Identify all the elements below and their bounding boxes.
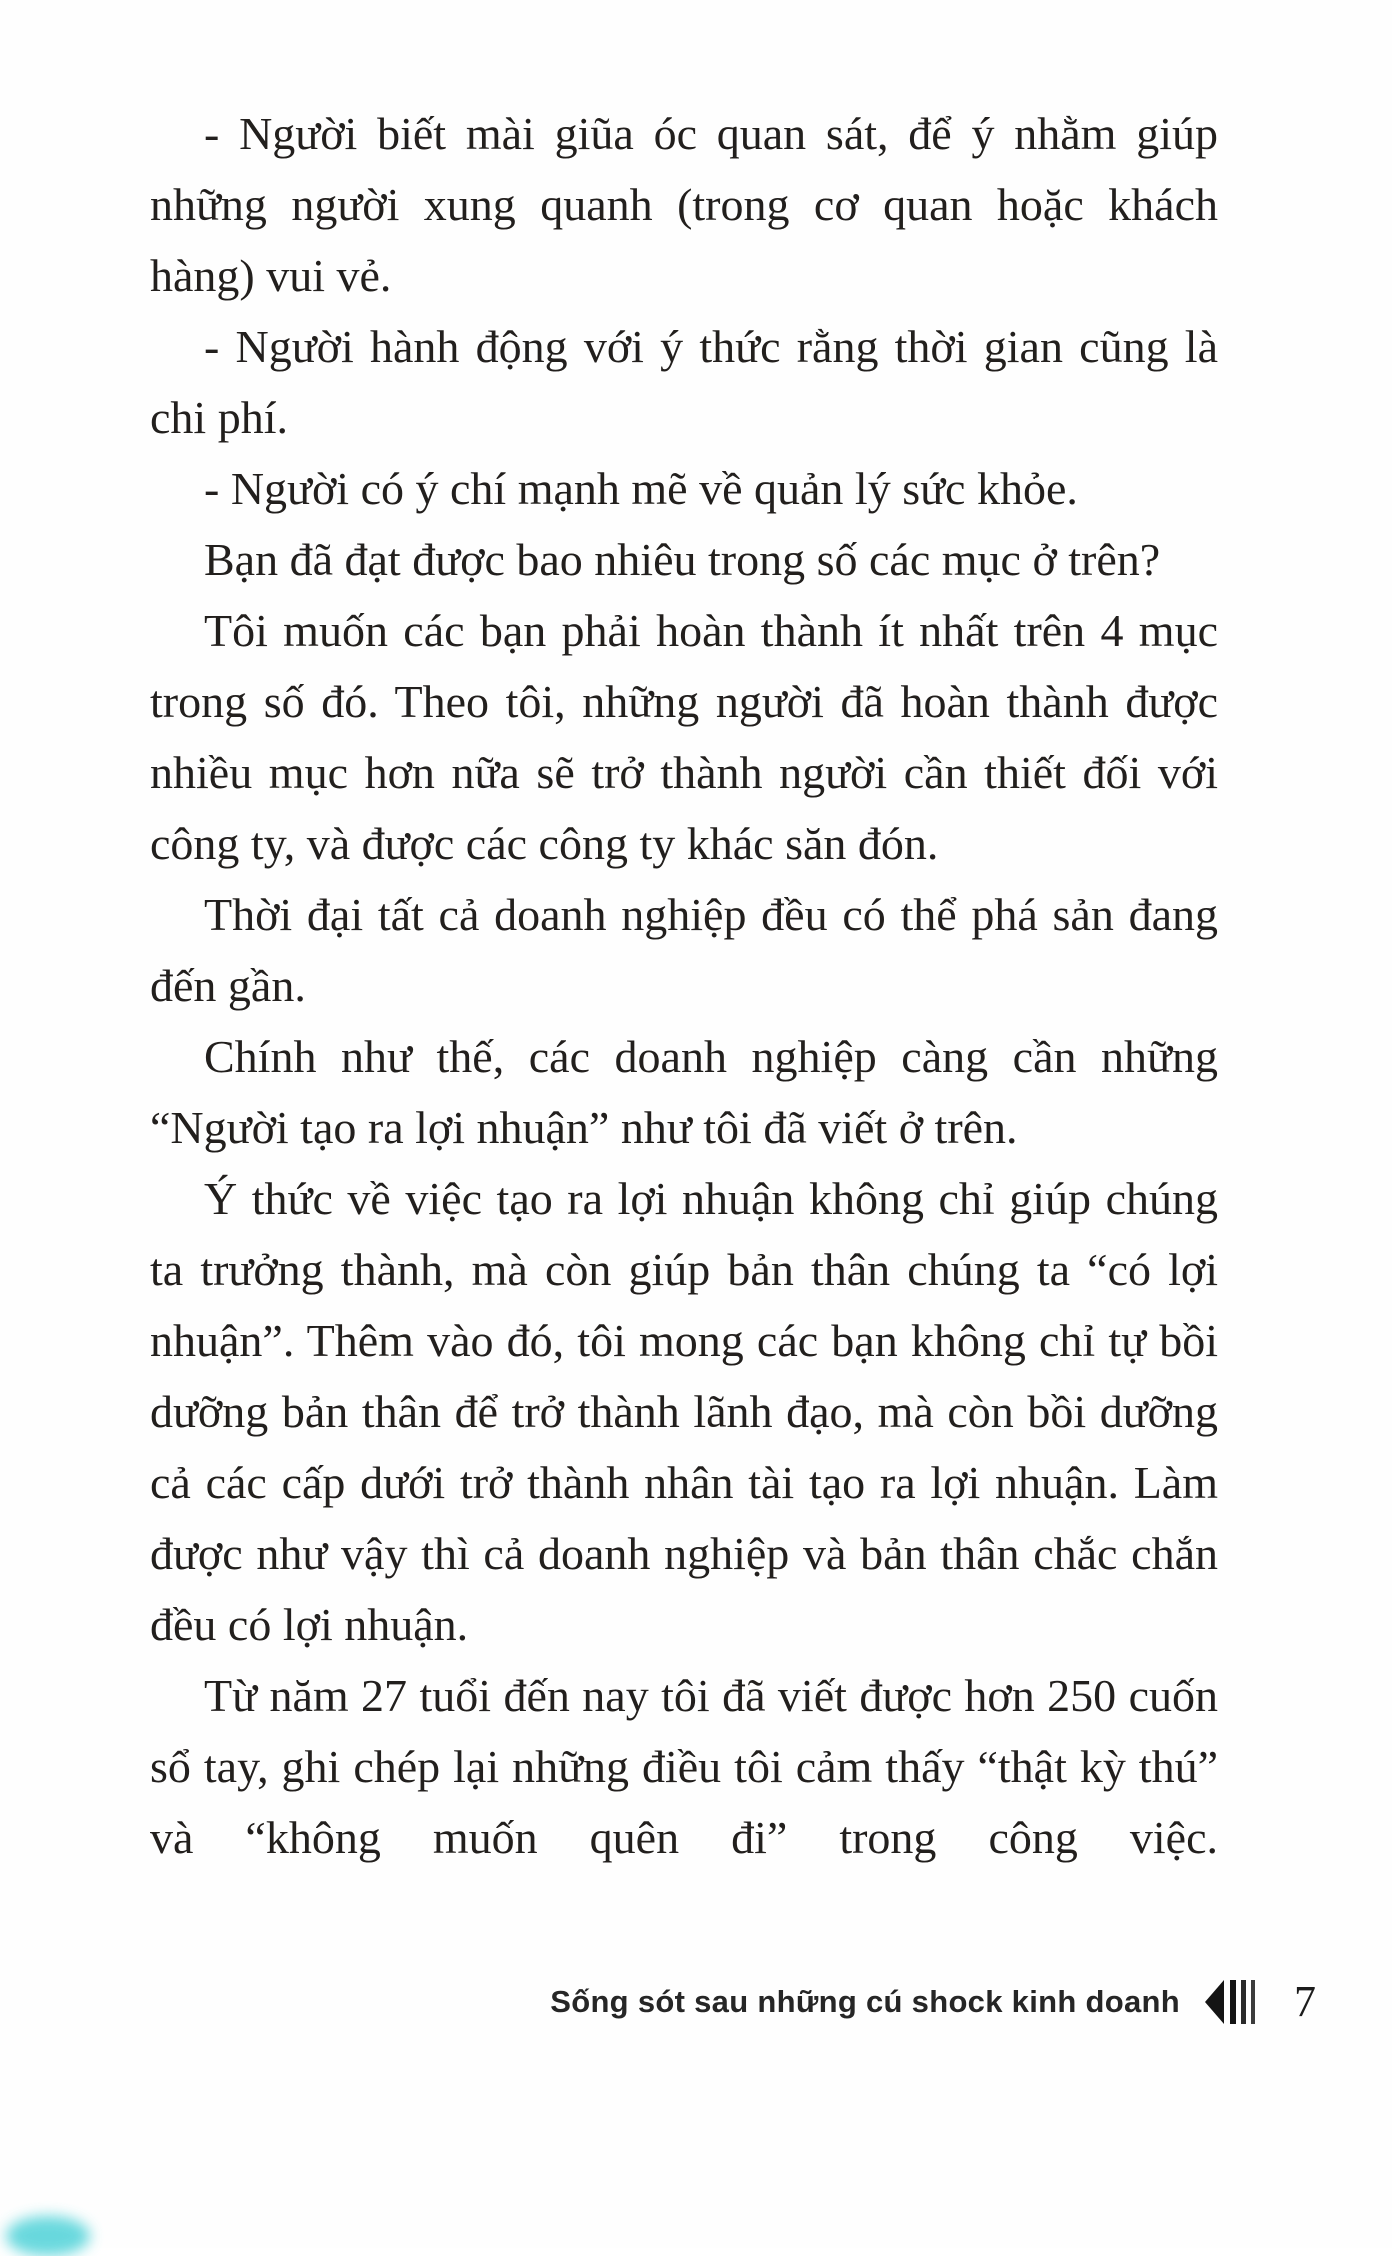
page-body-text: [150, 98, 1218, 1873]
paragraph: Chính như thế, các doanh nghiệp càng cần những “Người tạo ra lợi nhuận” như tôi đã viết ở trên.: [150, 1031, 1218, 1153]
scan-artifact: [6, 2216, 90, 2256]
paragraph: Từ năm 27 tuổi đến nay tôi đã viết được hơn 250 cuốn sổ tay, ghi chép lại những điều tôi cảm thấy “thật kỳ thú” và “không muốn quên đi” trong công việc.: [150, 1670, 1218, 1863]
page-number: 7: [1294, 1977, 1316, 2026]
paragraph: Tôi muốn các bạn phải hoàn thành ít nhất trên 4 mục trong số đó. Theo tôi, những người đã hoàn thành được nhiều mục hơn nữa sẽ trở thành người cần thiết đối với công ty, và được các công ty khác săn đón.: [150, 605, 1218, 869]
book-pages-icon: [1204, 1979, 1262, 2025]
page-footer: [150, 1976, 1316, 2027]
running-footer-title: Sống sót sau những cú shock kinh doanh: [550, 1983, 1180, 2019]
paragraph: Ý thức về việc tạo ra lợi nhuận không chỉ giúp chúng ta trưởng thành, mà còn giúp bản thân chúng ta “có lợi nhuận”. Thêm vào đó, tôi mong các bạn không chỉ tự bồi dưỡng bản thân để trở thành lãnh đạo, mà còn bồi dưỡng cả các cấp dưới trở thành nhân tài tạo ra lợi nhuận. Làm được như vậy thì cả doanh nghiệp và bản thân chắc chắn đều có lợi nhuận.: [150, 1173, 1218, 1650]
paragraph: Bạn đã đạt được bao nhiêu trong số các mục ở trên?: [204, 534, 1161, 585]
paragraph: - Người hành động với ý thức rằng thời gian cũng là chi phí.: [150, 321, 1218, 443]
paragraph: - Người biết mài giũa óc quan sát, để ý nhằm giúp những người xung quanh (trong cơ quan hoặc khách hàng) vui vẻ.: [150, 108, 1218, 301]
paragraph: - Người có ý chí mạnh mẽ về quản lý sức khỏe.: [204, 463, 1078, 514]
paragraph: Thời đại tất cả doanh nghiệp đều có thể phá sản đang đến gần.: [150, 889, 1218, 1011]
